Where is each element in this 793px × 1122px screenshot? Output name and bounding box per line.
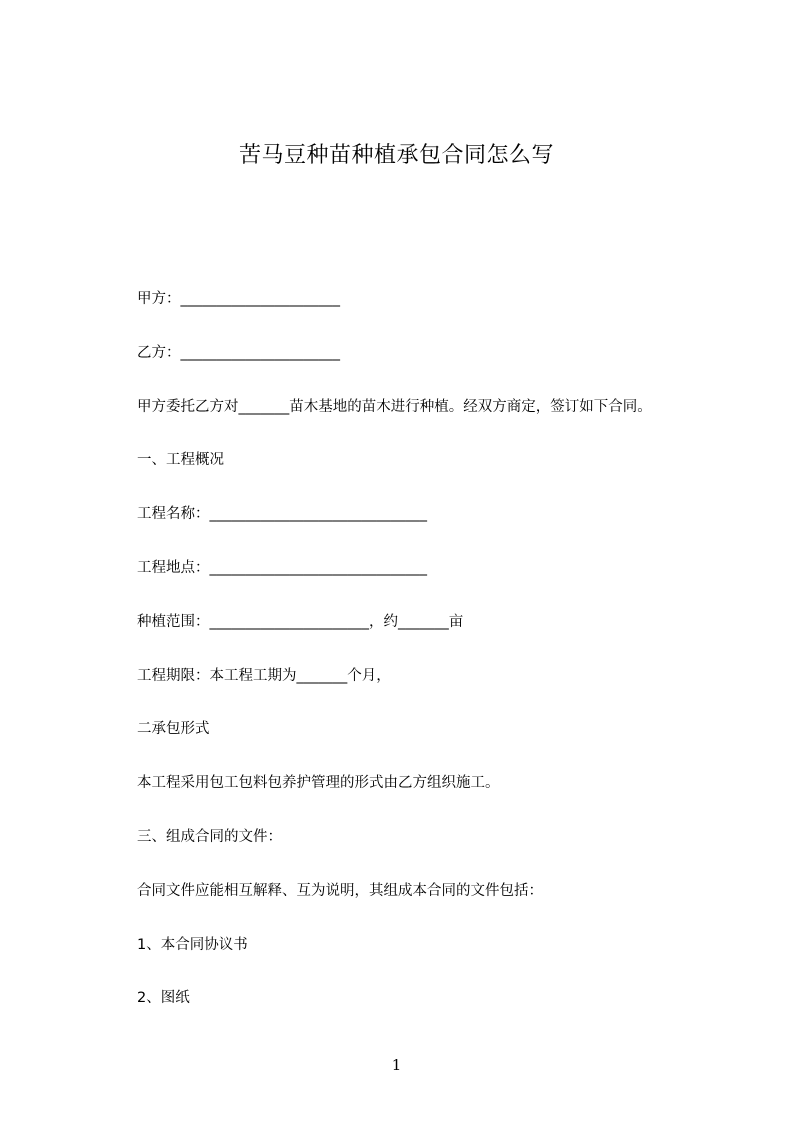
- planting-scope-line: 种植范围：______________________，约_______亩: [137, 613, 464, 630]
- intro-paragraph: 甲方委托乙方对_______苗木基地的苗木进行种植。经双方商定，签订如下合同。: [137, 398, 652, 415]
- section-heading-contract-documents: 三、组成合同的文件：: [137, 828, 282, 845]
- page-number: 1: [391, 1056, 402, 1074]
- page-title: 苦马豆种苗种植承包合同怎么写: [238, 143, 554, 168]
- section-heading-project-overview: 一、工程概况: [137, 452, 224, 469]
- project-name-line: 工程名称：______________________________: [137, 506, 427, 523]
- list-item: 2、图纸: [137, 990, 190, 1007]
- party-b-line: 乙方：______________________: [137, 344, 340, 361]
- contract-documents-paragraph: 合同文件应能相互解释、互为说明，其组成本合同的文件包括：: [137, 882, 543, 899]
- list-item: 1、本合同协议书: [137, 936, 248, 953]
- project-location-line: 工程地点：______________________________: [137, 559, 427, 576]
- contract-form-paragraph: 本工程采用包工包料包养护管理的形式由乙方组织施工。: [137, 775, 500, 792]
- section-heading-contract-form: 二承包形式: [137, 721, 210, 738]
- party-a-line: 甲方：______________________: [137, 291, 340, 307]
- document-body: [137, 286, 717, 1039]
- project-duration-line: 工程期限：本工程工期为_______个月，: [137, 667, 391, 684]
